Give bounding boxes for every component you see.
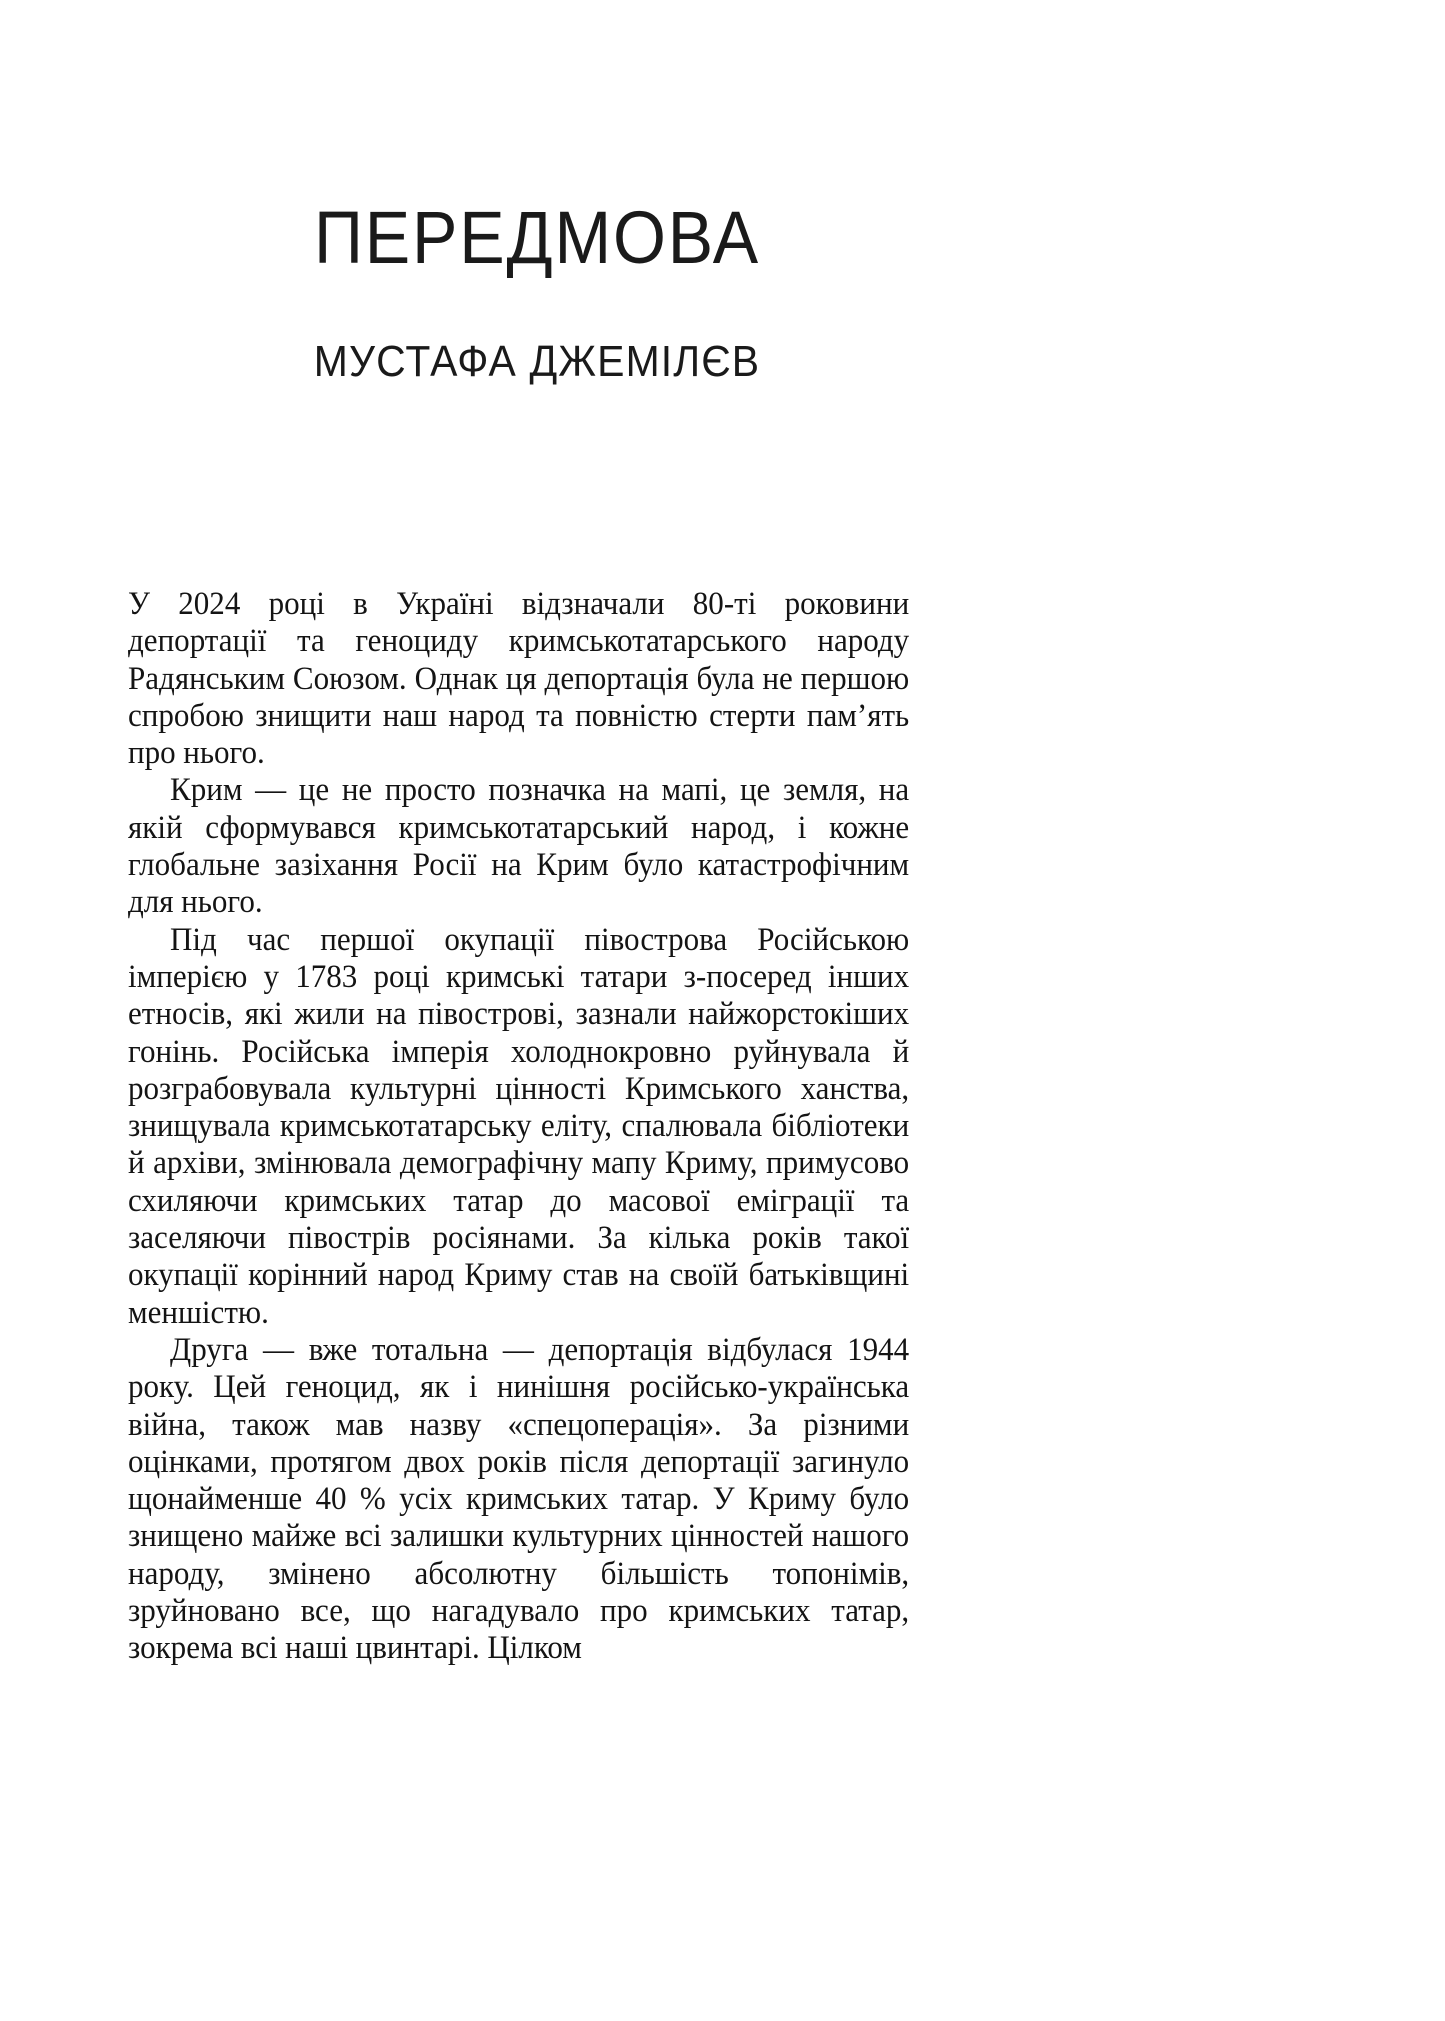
body-text bbox=[128, 586, 946, 1668]
paragraph: Під час першої окупації півострова Російською імперією у 1783 році кримські татари з-посеред інших етносів, які жили на півострові, зазнали найжорстокіших гонінь. Російська імперія холоднокровно руйнувала й розграбовувала культурні цінності Кримського ханства, знищувала кримськотатарську еліту, спалювала бібліотеки й архіви, змінювала демографічну мапу Криму, примусово схиляючи кримських татар до масової еміграції та заселяючи півострів росіянами. За кілька років такої окупації корінний народ Криму став на своїй батьківщині меншістю. bbox=[128, 921, 910, 1331]
paragraph: У 2024 році в Україні відзначали 80-ті роковини депортації та геноциду кримськотатарського народу Радянським Союзом. Однак ця депортація була не першою спробою знищити наш народ та повністю стерти пам’ять про нього. bbox=[128, 586, 910, 772]
page-title: ПЕРЕДМОВА bbox=[313, 196, 761, 279]
paragraph: Крим — це не просто позначка на мапі, це земля, на якій сформувався кримськотатарський народ, і кожне глобальне зазіхання Росії на Крим було катастрофічним для нього. bbox=[128, 772, 910, 921]
chapter-heading-block bbox=[128, 196, 946, 388]
paragraph: Друга — вже тотальна — депортація відбулася 1944 року. Цей геноцид, як і нинішня російсько-українська війна, також мав назву «спецоперація». За різними оцінками, протягом двох років після депортації загинуло щонайменше 40 % усіх кримських татар. У Криму було знищено майже всі залишки культурних цінностей нашого народу, змінено абсолютну більшість топонімів, зруйновано все, що нагадувало про кримських татар, зокрема всі наші цвинтарі. Цілком bbox=[128, 1331, 910, 1667]
chapter-author: МУСТАФА ДЖЕМІЛЄВ bbox=[313, 337, 761, 386]
